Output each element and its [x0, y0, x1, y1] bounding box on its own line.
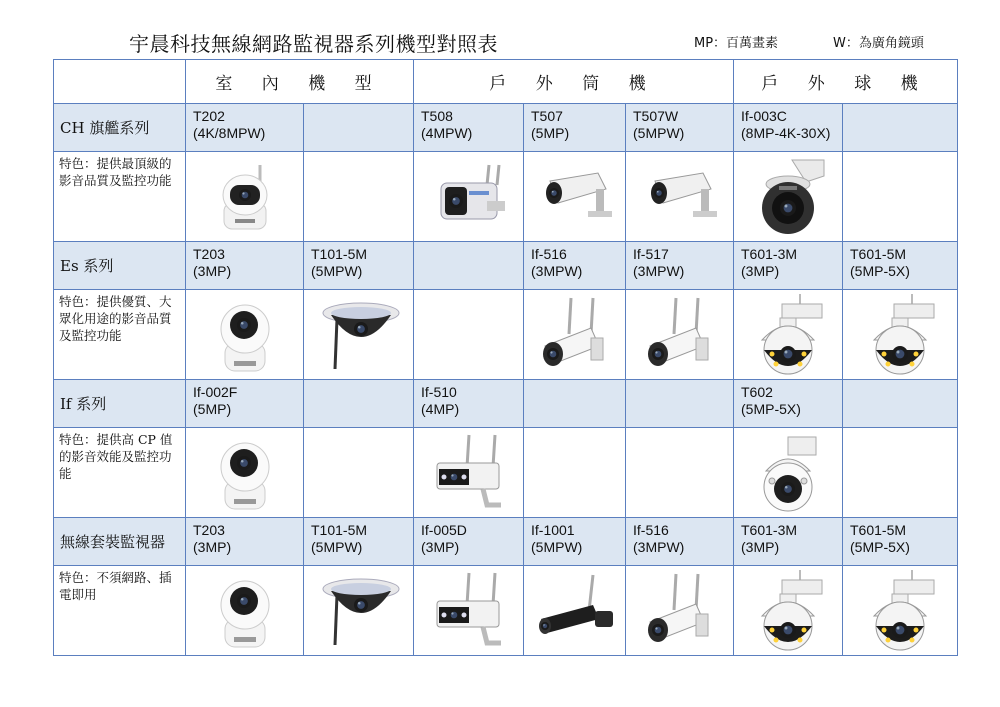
- model-number: T101-5M: [311, 246, 368, 262]
- model-cell: [626, 104, 734, 152]
- model-cell: [843, 518, 958, 566]
- model-number: T601-3M: [741, 246, 798, 262]
- speed-dome-camera-icon: [734, 152, 843, 242]
- empty-cell: [524, 428, 626, 518]
- model-cell: [414, 380, 524, 428]
- feature-description: 特色：不須網路、插電即用: [54, 566, 186, 656]
- indoor-round-camera-icon: [186, 290, 304, 380]
- model-cell: [734, 518, 843, 566]
- model-spec: (5MP-5X): [850, 539, 910, 555]
- model-cell: [734, 104, 843, 152]
- model-number: If-002F: [193, 384, 238, 400]
- feature-row: [54, 566, 958, 656]
- model-cell: [626, 518, 734, 566]
- model-number: T507: [531, 108, 563, 124]
- model-cell: [524, 104, 626, 152]
- series-name: CH 旗艦系列: [54, 104, 186, 152]
- wifi-bullet-camera-icon: [524, 290, 626, 380]
- indoor-round-camera-icon: [186, 428, 304, 518]
- empty-cell: [414, 290, 524, 380]
- corner-cell: [54, 60, 186, 104]
- model-cell: [414, 518, 524, 566]
- feature-row: [54, 152, 958, 242]
- model-spec: (3MPW): [531, 263, 583, 279]
- indoor-header: 室 內 機 型: [186, 60, 414, 104]
- model-cell: [304, 380, 414, 428]
- bullet-camera-icon: [524, 152, 626, 242]
- dome-ceiling-camera-icon: [304, 566, 414, 656]
- box-bullet-camera-icon: [414, 566, 524, 656]
- series-name: If 系列: [54, 380, 186, 428]
- feature-description: 特色：提供高 CP 值的影音效能及監控功能: [54, 428, 186, 518]
- model-number: If-005D: [421, 522, 467, 538]
- model-spec: (5MPW): [311, 263, 363, 279]
- series-row: [54, 242, 958, 290]
- model-cell: [734, 380, 843, 428]
- model-cell: [524, 518, 626, 566]
- model-spec: (3MP): [741, 263, 780, 279]
- box-bullet-camera-icon: [414, 428, 524, 518]
- model-spec: (8MP-4K-30X): [741, 125, 831, 141]
- series-row: [54, 518, 958, 566]
- model-cell: [626, 242, 734, 290]
- model-spec: (5MPW): [311, 539, 363, 555]
- model-number: If-510: [421, 384, 457, 400]
- model-spec: (3MPW): [633, 263, 685, 279]
- ptz-dome-camera-icon: [843, 566, 958, 656]
- model-spec: (5MPW): [531, 539, 583, 555]
- empty-cell: [304, 152, 414, 242]
- empty-cell: [843, 428, 958, 518]
- model-cell: [186, 242, 304, 290]
- model-spec: (3MP): [193, 539, 232, 555]
- model-cell: [524, 242, 626, 290]
- model-spec: (5MP): [193, 401, 232, 417]
- bullet-camera-icon: [626, 152, 734, 242]
- page-title: 宇晨科技無線網路監視器系列機型對照表: [129, 32, 498, 56]
- bullet-camera-wide-icon: [414, 152, 524, 242]
- indoor-pt-camera-icon: [186, 152, 304, 242]
- ptz-dome-camera-icon: [843, 290, 958, 380]
- model-number: If-1001: [531, 522, 575, 538]
- model-spec: (3MP): [421, 539, 460, 555]
- model-spec: (5MPW): [633, 125, 685, 141]
- feature-description: 特色：提供優質、大眾化用途的影音品質及監控功能: [54, 290, 186, 380]
- model-cell: [524, 380, 626, 428]
- series-name: Es 系列: [54, 242, 186, 290]
- model-cell: [414, 242, 524, 290]
- model-number: T203: [193, 522, 225, 538]
- bullet-header: 戶 外 筒 機: [414, 60, 734, 104]
- model-number: If-516: [531, 246, 567, 262]
- model-cell: [304, 518, 414, 566]
- white-ptz-camera-icon: [734, 428, 843, 518]
- model-spec: (5MP-5X): [741, 401, 801, 417]
- black-bullet-camera-icon: [524, 566, 626, 656]
- model-cell: [304, 242, 414, 290]
- model-number: If-003C: [741, 108, 787, 124]
- dome-ceiling-camera-icon: [304, 290, 414, 380]
- model-cell: [414, 104, 524, 152]
- model-cell: [843, 380, 958, 428]
- model-number: T101-5M: [311, 522, 368, 538]
- model-spec: (4K/8MPW): [193, 125, 266, 141]
- model-number: If-516: [633, 522, 669, 538]
- model-number: T602: [741, 384, 773, 400]
- model-number: T508: [421, 108, 453, 124]
- model-cell: [843, 242, 958, 290]
- empty-cell: [843, 152, 958, 242]
- feature-row: [54, 290, 958, 380]
- model-cell: [186, 380, 304, 428]
- wifi-bullet-camera-icon: [626, 566, 734, 656]
- empty-cell: [626, 428, 734, 518]
- series-row: [54, 380, 958, 428]
- dome-header: 戶 外 球 機: [734, 60, 958, 104]
- model-number: T601-5M: [850, 522, 907, 538]
- model-cell: [186, 104, 304, 152]
- feature-row: [54, 428, 958, 518]
- w-legend: W：為廣角鏡頭: [833, 36, 924, 51]
- ptz-dome-camera-icon: [734, 290, 843, 380]
- model-spec: (4MPW): [421, 125, 473, 141]
- model-cell: [734, 242, 843, 290]
- model-number: T601-5M: [850, 246, 907, 262]
- model-spec: (5MP): [531, 125, 570, 141]
- model-number: T202: [193, 108, 225, 124]
- model-cell: [304, 104, 414, 152]
- feature-description: 特色：提供最頂級的影音品質及監控功能: [54, 152, 186, 242]
- model-number: T507W: [633, 108, 679, 124]
- model-spec: (3MP): [193, 263, 232, 279]
- series-name: 無線套裝監視器: [54, 518, 186, 566]
- ptz-dome-camera-icon: [734, 566, 843, 656]
- model-cell: [626, 380, 734, 428]
- empty-cell: [304, 428, 414, 518]
- model-spec: (3MPW): [633, 539, 685, 555]
- model-number: If-517: [633, 246, 669, 262]
- model-number: T203: [193, 246, 225, 262]
- comparison-table: [53, 59, 958, 656]
- model-spec: (4MP): [421, 401, 460, 417]
- wifi-bullet-camera-icon: [626, 290, 734, 380]
- model-cell: [843, 104, 958, 152]
- column-header-row: [54, 60, 958, 104]
- model-cell: [186, 518, 304, 566]
- series-row: [54, 104, 958, 152]
- model-spec: (5MP-5X): [850, 263, 910, 279]
- indoor-round-camera-icon: [186, 566, 304, 656]
- model-spec: (3MP): [741, 539, 780, 555]
- mp-legend: MP：百萬畫素: [694, 36, 779, 51]
- model-number: T601-3M: [741, 522, 798, 538]
